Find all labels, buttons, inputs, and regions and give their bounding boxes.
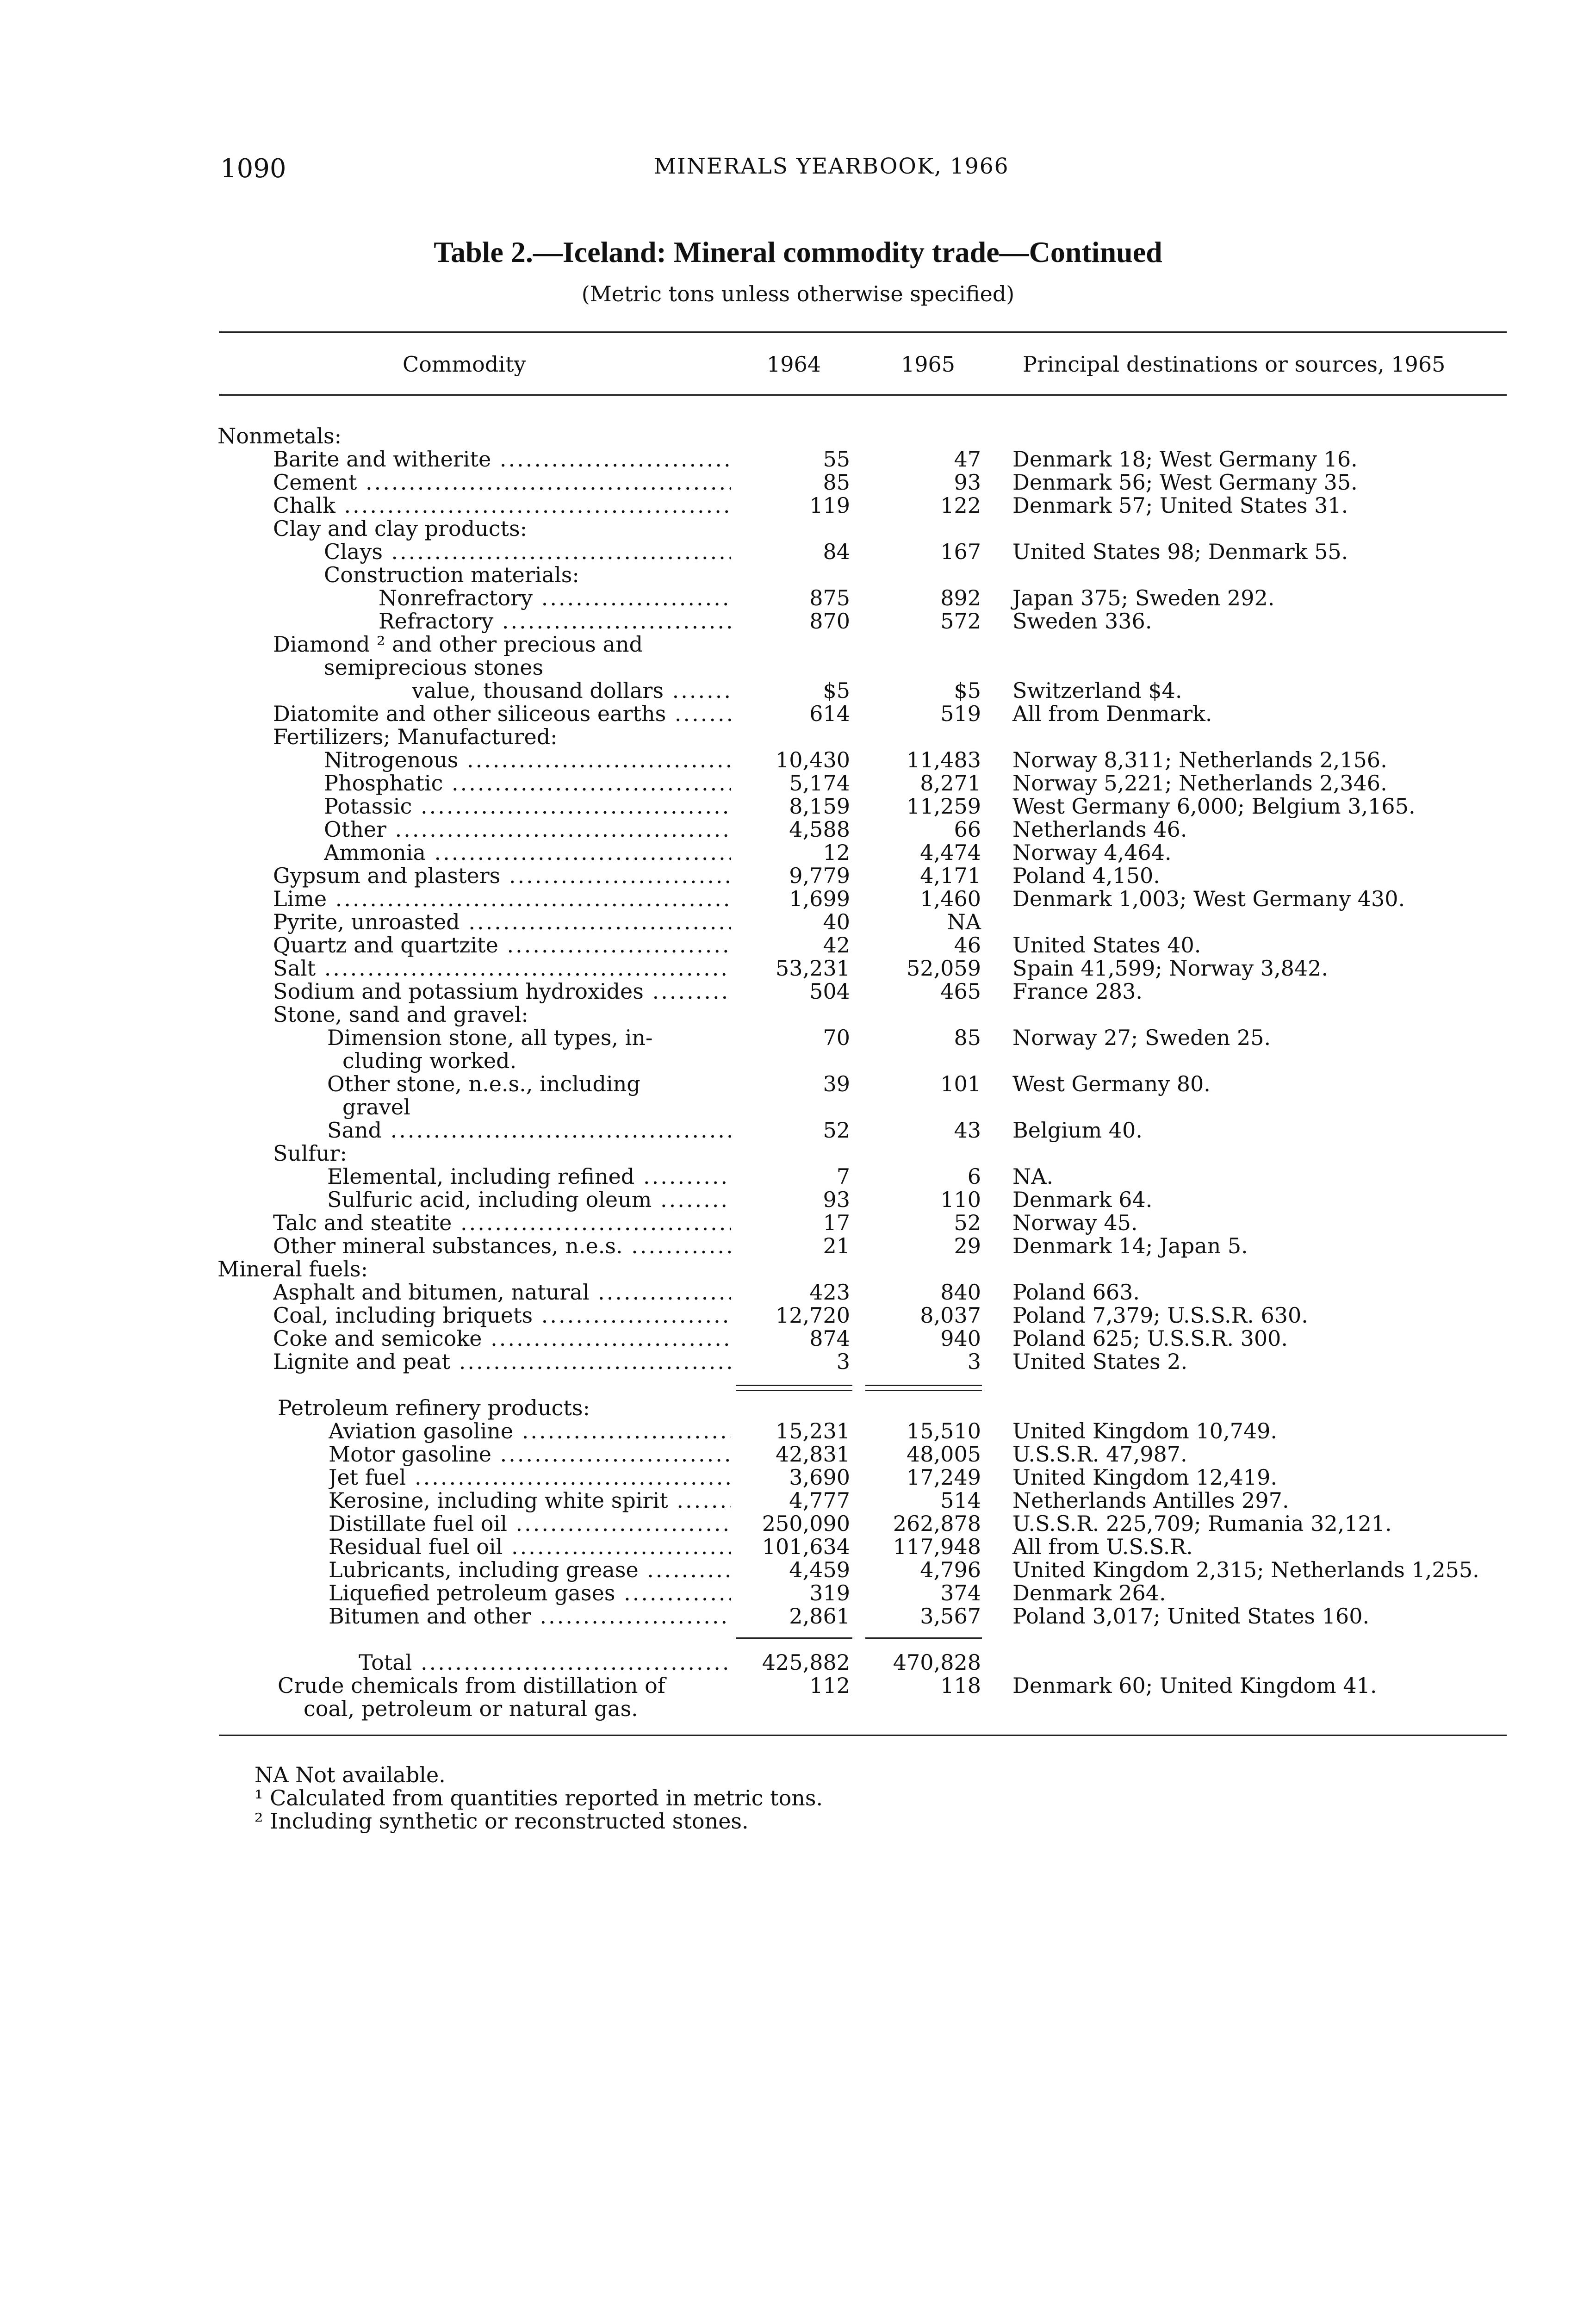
table-row (0, 747, 1596, 771)
row-label: Stone, sand and gravel: (273, 1002, 528, 1027)
table-top-rule (219, 331, 1507, 333)
row-label: Crude chemicals from distillation of (278, 1673, 665, 1698)
value-1965: 470,828 (893, 1650, 981, 1675)
footnote-1: ¹ Calculated from quantities reported in metric tons. (255, 1785, 823, 1810)
value-1965: 15,510 (907, 1418, 981, 1443)
value-1964: 4,588 (789, 817, 850, 842)
table-row (0, 470, 1596, 493)
row-label: Residual fuel oil ..... (329, 1534, 731, 1559)
principal-sources: Norway 8,311; Netherlands 2,156. (1012, 747, 1387, 772)
principal-sources: United States 40. (1012, 933, 1201, 958)
table-row (0, 933, 1596, 956)
value-1964: 5,174 (789, 771, 850, 796)
row-label: Diatomite and other siliceous earths ..... (273, 701, 731, 726)
row-label: Sulfur: (273, 1141, 347, 1166)
principal-sources: United States 98; Denmark 55. (1012, 539, 1348, 564)
principal-sources: All from U.S.S.R. (1012, 1534, 1193, 1559)
table-row (0, 1025, 1596, 1048)
value-1964: 9,779 (789, 863, 850, 888)
table-bottom-rule (219, 1735, 1507, 1736)
header-1965: 1965 (901, 352, 956, 377)
row-label: semiprecious stones (324, 655, 544, 680)
principal-sources: United Kingdom 10,749. (1012, 1418, 1277, 1443)
row-label: Cement ..... (273, 470, 731, 495)
row-label: Clays ..... (324, 539, 731, 564)
table-row (0, 1303, 1596, 1326)
value-1964: 21 (823, 1233, 850, 1258)
table-row (0, 1280, 1596, 1303)
row-label: Aviation gasoline ..... (329, 1418, 731, 1443)
table-row (0, 1604, 1596, 1627)
total-rule-1965 (865, 1637, 982, 1639)
row-label: Refractory ..... (379, 609, 731, 634)
table-row (0, 956, 1596, 979)
table-row (0, 1326, 1596, 1349)
row-label: Nonmetals: (217, 423, 342, 448)
value-1965: 1,460 (920, 886, 981, 911)
table-row (0, 1002, 1596, 1025)
row-label: Total ..... (359, 1650, 731, 1675)
principal-sources: Norway 5,221; Netherlands 2,346. (1012, 771, 1387, 796)
value-1964: 42 (823, 933, 850, 958)
row-label: Diamond ² and other precious and (273, 632, 643, 657)
value-1964: 53,231 (776, 956, 850, 981)
table-row (0, 1071, 1596, 1095)
value-1964: 70 (823, 1025, 850, 1050)
row-label: Nitrogenous ..... (324, 747, 731, 772)
principal-sources: Norway 45. (1012, 1210, 1138, 1235)
value-1964: 504 (809, 979, 850, 1004)
value-1964: 875 (809, 585, 850, 610)
value-1964: 52 (823, 1118, 850, 1143)
value-1964: 8,159 (789, 794, 850, 819)
table-row (0, 771, 1596, 794)
value-1964: 250,090 (762, 1511, 850, 1536)
row-label: Ammonia ..... (324, 840, 731, 865)
value-1965: 4,171 (920, 863, 981, 888)
header-1964: 1964 (767, 352, 821, 377)
table-row (0, 1048, 1596, 1071)
row-label: Liquefied petroleum gases ..... (329, 1580, 731, 1605)
value-1965: $5 (954, 678, 981, 703)
table-row (0, 562, 1596, 585)
value-1964: 2,861 (789, 1604, 850, 1629)
table-row (0, 1580, 1596, 1604)
table-row (0, 1257, 1596, 1280)
principal-sources: France 283. (1012, 979, 1143, 1004)
principal-sources: Spain 41,599; Norway 3,842. (1012, 956, 1329, 981)
table-row (0, 493, 1596, 516)
value-1965: 47 (954, 447, 981, 472)
principal-sources: Sweden 336. (1012, 609, 1152, 634)
table-row (0, 609, 1596, 632)
value-1964: 119 (809, 493, 850, 518)
row-label: Phosphatic ..... (324, 771, 731, 796)
value-1964: 15,231 (776, 1418, 850, 1443)
principal-sources: United Kingdom 2,315; Netherlands 1,255. (1012, 1557, 1479, 1582)
value-1965: 52,059 (907, 956, 981, 981)
table-row (0, 1650, 1596, 1673)
table-subtitle: (Metric tons unless otherwise specified) (581, 281, 1015, 306)
principal-sources: All from Denmark. (1012, 701, 1212, 726)
value-1964: 85 (823, 470, 850, 495)
table-row (0, 817, 1596, 840)
value-1965: 374 (940, 1580, 981, 1605)
principal-sources: Norway 27; Sweden 25. (1012, 1025, 1271, 1050)
value-1964: 112 (809, 1673, 850, 1698)
table-row (0, 1118, 1596, 1141)
page-number: 1090 (220, 154, 286, 184)
table-row (0, 516, 1596, 539)
header-commodity: Commodity (403, 352, 526, 377)
value-1965: 514 (940, 1488, 981, 1513)
table-title: Table 2.—Iceland: Mineral commodity trade—Continued (434, 236, 1162, 268)
running-head: MINERALS YEARBOOK, 1966 (654, 154, 1009, 179)
row-label: Other stone, n.e.s., including (327, 1071, 640, 1096)
row-label: Pyrite, unroasted ..... (273, 909, 731, 934)
row-label: Elemental, including refined ..... (327, 1164, 731, 1189)
value-1965: 6 (967, 1164, 981, 1189)
value-1964: 84 (823, 539, 850, 564)
principal-sources: Denmark 18; West Germany 16. (1012, 447, 1358, 472)
table-row (0, 1141, 1596, 1164)
table-row (0, 632, 1596, 655)
footnote-2: ² Including synthetic or reconstructed stones. (255, 1809, 749, 1834)
value-1964: 101,634 (762, 1534, 850, 1559)
value-1965: 940 (940, 1326, 981, 1351)
principal-sources: Poland 625; U.S.S.R. 300. (1012, 1326, 1288, 1351)
table-row (0, 840, 1596, 863)
principal-sources: Denmark 264. (1012, 1580, 1166, 1605)
table-row (0, 1442, 1596, 1465)
row-label: Lignite and peat ..... (273, 1349, 731, 1374)
table-row (0, 1395, 1596, 1418)
row-label: Talc and steatite ..... (273, 1210, 731, 1235)
row-label: Salt ..... (273, 956, 731, 981)
row-label: Barite and witherite ..... (273, 447, 731, 472)
principal-sources: West Germany 80. (1012, 1071, 1211, 1096)
header-bottom-rule (219, 394, 1507, 396)
row-label: Motor gasoline ..... (329, 1442, 731, 1467)
principal-sources: Norway 4,464. (1012, 840, 1172, 865)
value-1964: 4,459 (789, 1557, 850, 1582)
value-1964: 614 (809, 701, 850, 726)
value-1965: 46 (954, 933, 981, 958)
row-label: Other mineral substances, n.e.s. ..... (273, 1233, 731, 1258)
lignite-double-rule-1965b (865, 1390, 982, 1391)
table-row (0, 701, 1596, 724)
row-label: Lubricants, including grease ..... (329, 1557, 731, 1582)
table-row (0, 1557, 1596, 1580)
value-1964: 42,831 (776, 1442, 850, 1467)
value-1965: NA (947, 909, 981, 934)
principal-sources: Poland 3,017; United States 160. (1012, 1604, 1370, 1629)
value-1965: 11,483 (907, 747, 981, 772)
table-row (0, 1164, 1596, 1187)
table-row (0, 863, 1596, 886)
row-label: Chalk ..... (273, 493, 731, 518)
value-1964: 319 (809, 1580, 850, 1605)
value-1965: 66 (954, 817, 981, 842)
table-row (0, 1534, 1596, 1557)
value-1965: 465 (940, 979, 981, 1004)
principal-sources: Netherlands 46. (1012, 817, 1187, 842)
table-row (0, 886, 1596, 909)
footnote-na: NA Not available. (255, 1762, 446, 1787)
row-label: Coal, including briquets ..... (273, 1303, 731, 1328)
principal-sources: Denmark 60; United Kingdom 41. (1012, 1673, 1377, 1698)
table-row (0, 423, 1596, 447)
principal-sources: Switzerland $4. (1012, 678, 1182, 703)
principal-sources: U.S.S.R. 225,709; Rumania 32,121. (1012, 1511, 1392, 1536)
value-1964: 93 (823, 1187, 850, 1212)
row-label: Dimension stone, all types, in- (327, 1025, 653, 1050)
value-1965: 118 (940, 1673, 981, 1698)
value-1964: 874 (809, 1326, 850, 1351)
value-1965: 572 (940, 609, 981, 634)
principal-sources: Poland 7,379; U.S.S.R. 630. (1012, 1303, 1308, 1328)
lignite-double-rule-1964b (736, 1390, 852, 1391)
value-1965: 4,796 (920, 1557, 981, 1582)
row-label: Coke and semicoke ..... (273, 1326, 731, 1351)
row-label: Petroleum refinery products: (278, 1395, 590, 1420)
value-1964: 3 (836, 1349, 850, 1374)
value-1965: 167 (940, 539, 981, 564)
row-label: gravel (342, 1095, 410, 1120)
row-label: Construction materials: (324, 562, 579, 587)
value-1964: 12 (823, 840, 850, 865)
table-row (0, 655, 1596, 678)
value-1965: 117,948 (893, 1534, 981, 1559)
table-row (0, 1465, 1596, 1488)
row-label: coal, petroleum or natural gas. (304, 1696, 638, 1721)
lignite-double-rule-1965 (865, 1385, 982, 1386)
value-1964: $5 (823, 678, 850, 703)
principal-sources: Denmark 1,003; West Germany 430. (1012, 886, 1405, 911)
table-row (0, 979, 1596, 1002)
total-rule-1964 (736, 1637, 852, 1639)
table-row (0, 724, 1596, 747)
lignite-double-rule-1964 (736, 1385, 852, 1386)
value-1964: 17 (823, 1210, 850, 1235)
value-1965: 17,249 (907, 1465, 981, 1490)
value-1965: 29 (954, 1233, 981, 1258)
value-1965: 11,259 (907, 794, 981, 819)
value-1964: 39 (823, 1071, 850, 1096)
value-1964: 423 (809, 1280, 850, 1305)
value-1964: 870 (809, 609, 850, 634)
row-label: value, thousand dollars ..... (412, 678, 731, 703)
value-1965: 101 (940, 1071, 981, 1096)
value-1965: 8,037 (920, 1303, 981, 1328)
table-row (0, 539, 1596, 562)
row-label: Other ..... (324, 817, 731, 842)
value-1965: 48,005 (907, 1442, 981, 1467)
principal-sources: Netherlands Antilles 297. (1012, 1488, 1289, 1513)
header-sources: Principal destinations or sources, 1965 (1023, 352, 1446, 377)
row-label: Sodium and potassium hydroxides ..... (273, 979, 731, 1004)
row-label: Sulfuric acid, including oleum ..... (327, 1187, 731, 1212)
principal-sources: United Kingdom 12,419. (1012, 1465, 1277, 1490)
row-label: Jet fuel ..... (329, 1465, 731, 1490)
table-row (0, 794, 1596, 817)
principal-sources: Denmark 64. (1012, 1187, 1153, 1212)
row-label: Nonrefractory ..... (379, 585, 731, 610)
row-label: Quartz and quartzite ..... (273, 933, 731, 958)
table-row (0, 909, 1596, 933)
principal-sources: Poland 663. (1012, 1280, 1140, 1305)
value-1964: 10,430 (776, 747, 850, 772)
row-label: Potassic ..... (324, 794, 731, 819)
value-1965: 4,474 (920, 840, 981, 865)
value-1964: 40 (823, 909, 850, 934)
table-row (0, 447, 1596, 470)
value-1964: 3,690 (789, 1465, 850, 1490)
value-1965: 519 (940, 701, 981, 726)
principal-sources: Japan 375; Sweden 292. (1012, 585, 1275, 610)
value-1965: 52 (954, 1210, 981, 1235)
principal-sources: NA. (1012, 1164, 1054, 1189)
value-1965: 262,878 (893, 1511, 981, 1536)
value-1965: 43 (954, 1118, 981, 1143)
value-1965: 93 (954, 470, 981, 495)
value-1965: 3 (967, 1349, 981, 1374)
principal-sources: Poland 4,150. (1012, 863, 1160, 888)
value-1965: 110 (940, 1187, 981, 1212)
principal-sources: West Germany 6,000; Belgium 3,165. (1012, 794, 1416, 819)
table-row (0, 1488, 1596, 1511)
value-1964: 1,699 (789, 886, 850, 911)
value-1964: 425,882 (762, 1650, 850, 1675)
value-1965: 85 (954, 1025, 981, 1050)
row-label: Asphalt and bitumen, natural ..... (273, 1280, 731, 1305)
row-label: cluding worked. (342, 1048, 517, 1073)
value-1965: 3,567 (920, 1604, 981, 1629)
principal-sources: United States 2. (1012, 1349, 1188, 1374)
table-row (0, 1095, 1596, 1118)
value-1965: 892 (940, 585, 981, 610)
row-label: Mineral fuels: (217, 1257, 368, 1281)
value-1965: 840 (940, 1280, 981, 1305)
row-label: Sand ..... (327, 1118, 731, 1143)
row-label: Clay and clay products: (273, 516, 528, 541)
row-label: Fertilizers; Manufactured: (273, 724, 558, 749)
table-row (0, 678, 1596, 701)
table-row (0, 1418, 1596, 1442)
table-row (0, 585, 1596, 609)
value-1965: 122 (940, 493, 981, 518)
row-label: Bitumen and other ..... (329, 1604, 731, 1629)
table-row (0, 1349, 1596, 1372)
row-label: Gypsum and plasters ..... (273, 863, 731, 888)
table-row (0, 1233, 1596, 1257)
table-row (0, 1511, 1596, 1534)
value-1964: 12,720 (776, 1303, 850, 1328)
principal-sources: Belgium 40. (1012, 1118, 1143, 1143)
principal-sources: Denmark 56; West Germany 35. (1012, 470, 1358, 495)
principal-sources: Denmark 57; United States 31. (1012, 493, 1348, 518)
principal-sources: Denmark 14; Japan 5. (1012, 1233, 1248, 1258)
value-1965: 8,271 (920, 771, 981, 796)
value-1964: 55 (823, 447, 850, 472)
value-1964: 7 (836, 1164, 850, 1189)
table-row (0, 1673, 1596, 1696)
row-label: Distillate fuel oil ..... (329, 1511, 731, 1536)
table-row (0, 1187, 1596, 1210)
row-label: Kerosine, including white spirit ..... (329, 1488, 731, 1513)
table-row (0, 1696, 1596, 1719)
principal-sources: U.S.S.R. 47,987. (1012, 1442, 1187, 1467)
value-1964: 4,777 (789, 1488, 850, 1513)
table-row (0, 1210, 1596, 1233)
row-label: Lime ..... (273, 886, 731, 911)
